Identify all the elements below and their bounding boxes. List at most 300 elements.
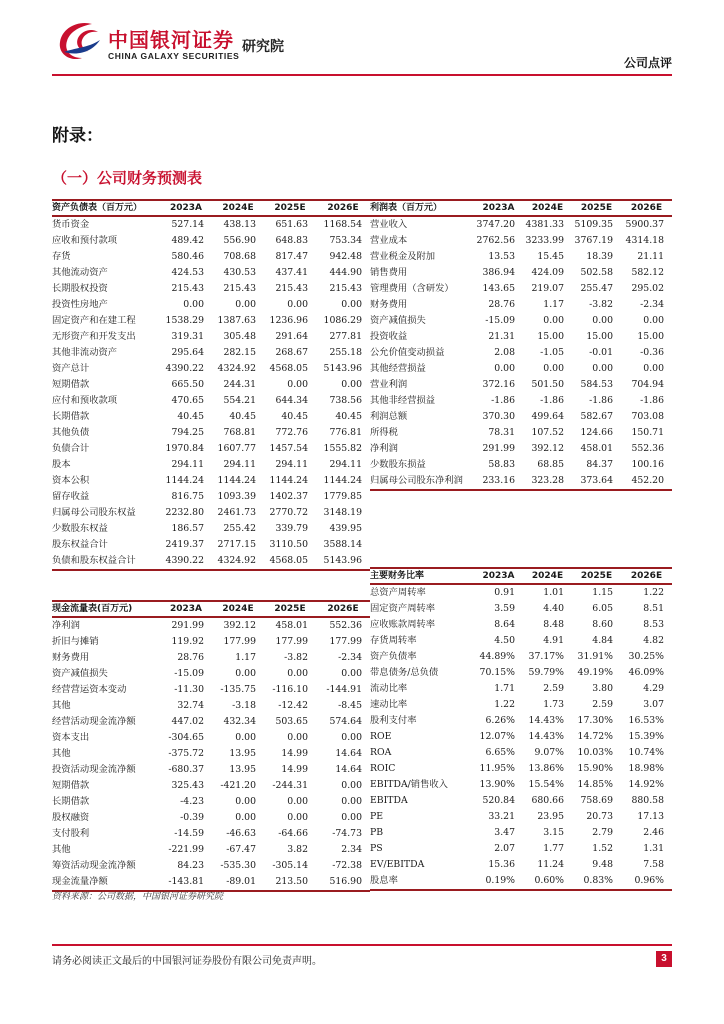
value-cell: -15.09 xyxy=(485,315,515,326)
table-row xyxy=(52,858,370,874)
value-cell: 339.79 xyxy=(275,523,308,534)
value-cell: 470.65 xyxy=(171,395,204,406)
table-row xyxy=(370,841,672,857)
value-cell: 6.65% xyxy=(485,747,515,758)
year-header-cell: 2024E xyxy=(523,568,572,584)
row-label-cell: 存货 xyxy=(52,251,71,262)
row-label-cell: 资本公积 xyxy=(52,475,90,486)
report-type-label: 公司点评 xyxy=(623,56,672,70)
table-row xyxy=(370,297,672,313)
table-title-cell: 资产负债表（百万元） xyxy=(52,200,160,216)
row-label-cell: 资产减值损失 xyxy=(370,315,426,326)
value-cell: 8.53 xyxy=(643,619,664,630)
row-label-cell: 股权融资 xyxy=(52,812,90,823)
value-cell: 30.25% xyxy=(628,651,664,662)
value-cell: 584.53 xyxy=(580,379,613,390)
year-header-cell: 2026E xyxy=(621,200,672,216)
value-cell: 1093.39 xyxy=(217,491,256,502)
value-cell: 1.22 xyxy=(643,587,664,598)
value-cell: 424.53 xyxy=(171,267,204,278)
value-cell: 15.39% xyxy=(628,731,664,742)
value-cell: 13.95 xyxy=(229,748,256,759)
value-cell: 3148.19 xyxy=(323,507,362,518)
value-cell: 2.08 xyxy=(494,347,515,358)
row-label-cell: EBITDA/销售收入 xyxy=(370,779,448,790)
value-cell: 1.01 xyxy=(543,587,564,598)
value-cell: -4.23 xyxy=(180,796,204,807)
value-cell: 255.47 xyxy=(580,283,613,294)
value-cell: 556.90 xyxy=(223,235,256,246)
row-label-cell: 现金流量净额 xyxy=(52,874,160,891)
value-cell: 3110.50 xyxy=(269,539,308,550)
value-cell: 768.81 xyxy=(223,427,256,438)
row-label-cell: 财务费用 xyxy=(52,652,90,663)
table-row xyxy=(52,617,370,634)
row-label-cell: 其他负债 xyxy=(52,427,90,438)
table-row xyxy=(370,745,672,761)
table-row xyxy=(52,826,370,842)
row-label-cell: 应收账款周转率 xyxy=(370,619,436,630)
table-row xyxy=(370,825,672,841)
row-label-cell: 负债合计 xyxy=(52,443,90,454)
row-label-cell: 营业成本 xyxy=(370,235,408,246)
value-cell: 68.85 xyxy=(537,459,564,470)
value-cell: 15.00 xyxy=(637,331,664,342)
value-cell: 10.74% xyxy=(628,747,664,758)
value-cell: 794.25 xyxy=(171,427,204,438)
value-cell: -67.47 xyxy=(226,844,256,855)
value-cell: 4.82 xyxy=(643,635,664,646)
value-cell: 15.36 xyxy=(488,859,515,870)
value-cell: 5109.35 xyxy=(574,219,613,230)
year-header-cell: 2023A xyxy=(474,200,523,216)
row-label-cell: 筹资活动现金流净额 xyxy=(52,860,136,871)
value-cell: 3.80 xyxy=(592,683,613,694)
row-label-cell: 所得税 xyxy=(370,427,398,438)
value-cell: 665.50 xyxy=(171,379,204,390)
year-header-cell: 2025E xyxy=(572,200,621,216)
value-cell: -3.82 xyxy=(589,299,613,310)
value-cell: 15.90% xyxy=(577,763,613,774)
table-row xyxy=(52,810,370,826)
value-cell: 0.00 xyxy=(341,780,362,791)
row-label-cell: ROA xyxy=(370,747,392,758)
value-cell: 704.94 xyxy=(631,379,664,390)
value-cell: 28.76 xyxy=(488,299,515,310)
row-label-cell: 带息债务/总负债 xyxy=(370,667,439,678)
value-cell: -305.14 xyxy=(272,860,308,871)
value-cell: 219.07 xyxy=(531,283,564,294)
table-row xyxy=(52,361,370,377)
value-cell: 430.53 xyxy=(223,267,256,278)
appendix-title: 附录： xyxy=(52,126,103,146)
row-label-cell: 长期借款 xyxy=(52,796,90,807)
table-row xyxy=(52,537,370,553)
value-cell: 1.15 xyxy=(592,587,613,598)
value-cell: 37.17% xyxy=(528,651,564,662)
year-header-cell: 2023A xyxy=(474,568,523,584)
value-cell: 233.16 xyxy=(474,473,523,490)
row-label-cell: 管理费用（含研发） xyxy=(370,283,454,294)
value-cell: 0.00 xyxy=(287,299,308,310)
value-cell: -143.81 xyxy=(160,874,212,891)
value-cell: -221.99 xyxy=(168,844,204,855)
value-cell: 1144.24 xyxy=(217,475,256,486)
value-cell: 294.11 xyxy=(329,459,362,470)
value-cell: 291.99 xyxy=(171,620,204,631)
year-header-cell: 2025E xyxy=(264,601,316,617)
value-cell: 424.09 xyxy=(531,267,564,278)
table-row xyxy=(52,216,370,233)
cash-flow-table xyxy=(52,600,370,892)
value-cell: 1144.24 xyxy=(269,475,308,486)
row-label-cell: 固定资产周转率 xyxy=(370,603,436,614)
value-cell: 32.74 xyxy=(177,700,204,711)
value-cell: 17.30% xyxy=(577,715,613,726)
section-title: （一）公司财务预测表 xyxy=(52,169,203,187)
year-header-cell: 2025E xyxy=(264,200,316,216)
table-row xyxy=(370,329,672,345)
value-cell: 124.66 xyxy=(580,427,613,438)
value-cell: 319.31 xyxy=(171,331,204,342)
value-cell: -680.37 xyxy=(168,764,204,775)
year-header-cell: 2024E xyxy=(212,200,264,216)
row-label-cell: 少数股东权益 xyxy=(52,523,108,534)
row-label-cell: 资产负债率 xyxy=(370,651,417,662)
row-label-cell: 速动比率 xyxy=(370,699,408,710)
value-cell: 215.43 xyxy=(171,283,204,294)
table-row xyxy=(52,650,370,666)
value-cell: -72.38 xyxy=(332,860,362,871)
value-cell: 0.00 xyxy=(592,363,613,374)
value-cell: 1.71 xyxy=(494,683,515,694)
value-cell: 580.46 xyxy=(171,251,204,262)
brand-name-en: CHINA GALAXY SECURITIES xyxy=(108,51,240,61)
value-cell: 644.34 xyxy=(275,395,308,406)
value-cell: 40.45 xyxy=(281,411,308,422)
row-label-cell: 短期借款 xyxy=(52,780,90,791)
table-row xyxy=(370,777,672,793)
row-label-cell: 资产减值损失 xyxy=(52,668,108,679)
value-cell: 1387.63 xyxy=(217,315,256,326)
value-cell: 0.00 xyxy=(543,315,564,326)
value-cell: 8.64 xyxy=(494,619,515,630)
value-cell: 0.96% xyxy=(621,873,672,890)
value-cell: -304.65 xyxy=(168,732,204,743)
financial-ratios-table xyxy=(370,567,672,891)
table-row xyxy=(52,714,370,730)
row-label-cell: 归属母公司股东权益 xyxy=(52,507,136,518)
value-cell: 502.58 xyxy=(580,267,613,278)
year-header-cell: 2026E xyxy=(621,568,672,584)
value-cell: 14.43% xyxy=(528,731,564,742)
row-label-cell: 无形资产和开发支出 xyxy=(52,331,136,342)
row-label-cell: 销售费用 xyxy=(370,267,408,278)
value-cell: 552.36 xyxy=(631,443,664,454)
table-row xyxy=(52,634,370,650)
value-cell: 499.64 xyxy=(531,411,564,422)
value-cell: 143.65 xyxy=(482,283,515,294)
value-cell: 438.13 xyxy=(223,219,256,230)
value-cell: 150.71 xyxy=(631,427,664,438)
value-cell: 0.00 xyxy=(643,363,664,374)
table-row xyxy=(52,313,370,329)
value-cell: 501.50 xyxy=(531,379,564,390)
table-row xyxy=(370,249,672,265)
value-cell: 703.08 xyxy=(631,411,664,422)
value-cell: 40.45 xyxy=(177,411,204,422)
value-cell: 14.72% xyxy=(577,731,613,742)
value-cell: -1.86 xyxy=(640,395,664,406)
row-label-cell: 营业利润 xyxy=(370,379,408,390)
value-cell: -11.30 xyxy=(174,684,204,695)
value-cell: 177.99 xyxy=(275,636,308,647)
value-cell: 255.42 xyxy=(223,523,256,534)
table-row xyxy=(370,601,672,617)
row-label-cell: 投资性房地产 xyxy=(52,299,108,310)
row-label-cell: PB xyxy=(370,827,384,838)
value-cell: 215.43 xyxy=(329,283,362,294)
value-cell: 14.43% xyxy=(528,715,564,726)
value-cell: 0.00 xyxy=(543,363,564,374)
value-cell: 1538.29 xyxy=(165,315,204,326)
row-label-cell: 折旧与摊销 xyxy=(52,636,99,647)
table-row xyxy=(370,409,672,425)
value-cell: 4324.92 xyxy=(212,553,264,570)
value-cell: 489.42 xyxy=(171,235,204,246)
table-row xyxy=(52,281,370,297)
row-label-cell: 少数股东损益 xyxy=(370,459,426,470)
value-cell: 2.07 xyxy=(494,843,515,854)
table-row xyxy=(370,681,672,697)
year-header-cell: 2023A xyxy=(160,200,212,216)
value-cell: 4.91 xyxy=(543,635,564,646)
value-cell: 392.12 xyxy=(531,443,564,454)
value-cell: 3588.14 xyxy=(323,539,362,550)
value-cell: 40.45 xyxy=(335,411,362,422)
value-cell: 2.34 xyxy=(341,844,362,855)
row-label-cell: 长期股权投资 xyxy=(52,283,108,294)
table-row xyxy=(52,778,370,794)
table-row xyxy=(370,697,672,713)
value-cell: -12.42 xyxy=(278,700,308,711)
value-cell: 8.48 xyxy=(543,619,564,630)
value-cell: 1402.37 xyxy=(269,491,308,502)
value-cell: 776.81 xyxy=(329,427,362,438)
value-cell: 447.02 xyxy=(171,716,204,727)
value-cell: 0.00 xyxy=(235,812,256,823)
table-row xyxy=(370,313,672,329)
year-header-cell: 2024E xyxy=(523,200,572,216)
table-row xyxy=(52,425,370,441)
table-row xyxy=(370,857,672,873)
value-cell: 305.48 xyxy=(223,331,256,342)
row-label-cell: 经营营运资本变动 xyxy=(52,684,127,695)
value-cell: 13.86% xyxy=(528,763,564,774)
table-row xyxy=(52,297,370,313)
value-cell: 452.20 xyxy=(621,473,672,490)
value-cell: 0.00 xyxy=(287,796,308,807)
value-cell: 44.89% xyxy=(479,651,515,662)
value-cell: 11.24 xyxy=(537,859,564,870)
value-cell: -1.86 xyxy=(540,395,564,406)
year-header-cell: 2026E xyxy=(316,200,370,216)
balance-sheet-table xyxy=(52,199,370,571)
table-row xyxy=(370,377,672,393)
value-cell: 392.12 xyxy=(223,620,256,631)
value-cell: 574.64 xyxy=(329,716,362,727)
table-row xyxy=(370,761,672,777)
value-cell: -64.66 xyxy=(278,828,308,839)
value-cell: -1.05 xyxy=(540,347,564,358)
row-label-cell: PE xyxy=(370,811,384,822)
table-row xyxy=(52,457,370,473)
table-header-row xyxy=(52,200,370,216)
row-label-cell: 支付股利 xyxy=(52,828,90,839)
value-cell: 9.07% xyxy=(534,747,564,758)
value-cell: 215.43 xyxy=(275,283,308,294)
value-cell: 0.00 xyxy=(341,668,362,679)
value-cell: 15.45 xyxy=(537,251,564,262)
value-cell: 119.92 xyxy=(171,636,204,647)
value-cell: 58.83 xyxy=(488,459,515,470)
value-cell: 1236.96 xyxy=(269,315,308,326)
value-cell: 503.65 xyxy=(275,716,308,727)
row-label-cell: 资产总计 xyxy=(52,363,90,374)
value-cell: 2.59 xyxy=(543,683,564,694)
row-label-cell: EBITDA xyxy=(370,795,408,806)
table-row xyxy=(370,649,672,665)
value-cell: 1555.82 xyxy=(323,443,362,454)
value-cell: 1144.24 xyxy=(323,475,362,486)
value-cell: 78.31 xyxy=(488,427,515,438)
value-cell: 0.00 xyxy=(235,299,256,310)
value-cell: 13.95 xyxy=(229,764,256,775)
value-cell: 2232.80 xyxy=(165,507,204,518)
table-row xyxy=(52,265,370,281)
value-cell: 70.15% xyxy=(479,667,515,678)
value-cell: 520.84 xyxy=(482,795,515,806)
value-cell: -144.91 xyxy=(326,684,362,695)
value-cell: 0.91 xyxy=(494,587,515,598)
value-cell: 0.60% xyxy=(523,873,572,890)
value-cell: 554.21 xyxy=(223,395,256,406)
galaxy-logo-icon xyxy=(52,18,104,64)
row-label-cell: 其他非经营损益 xyxy=(370,395,436,406)
table-row xyxy=(52,505,370,521)
value-cell: 21.31 xyxy=(488,331,515,342)
value-cell: 516.90 xyxy=(316,874,370,891)
value-cell: 2461.73 xyxy=(217,507,256,518)
value-cell: 753.34 xyxy=(329,235,362,246)
value-cell: 880.58 xyxy=(631,795,664,806)
value-cell: 295.64 xyxy=(171,347,204,358)
value-cell: 582.12 xyxy=(631,267,664,278)
value-cell: 3233.99 xyxy=(525,235,564,246)
value-cell: 1.73 xyxy=(543,699,564,710)
value-cell: 14.99 xyxy=(281,748,308,759)
table-row xyxy=(370,729,672,745)
row-label-cell: 营业税金及附加 xyxy=(370,251,436,262)
table-row xyxy=(52,521,370,537)
value-cell: 648.83 xyxy=(275,235,308,246)
value-cell: 4390.22 xyxy=(160,553,212,570)
value-cell: 13.90% xyxy=(479,779,515,790)
row-label-cell: 投资收益 xyxy=(370,331,408,342)
value-cell: 5143.96 xyxy=(323,363,362,374)
value-cell: 1457.54 xyxy=(269,443,308,454)
value-cell: 0.00 xyxy=(341,812,362,823)
row-label-cell: 负债和股东权益合计 xyxy=(52,553,160,570)
value-cell: 0.00 xyxy=(341,796,362,807)
value-cell: 14.64 xyxy=(335,748,362,759)
row-label-cell: 股息率 xyxy=(370,873,474,890)
value-cell: 680.66 xyxy=(531,795,564,806)
value-cell: 372.16 xyxy=(482,379,515,390)
value-cell: 4314.18 xyxy=(625,235,664,246)
table-row xyxy=(370,713,672,729)
row-label-cell: 应付和预收款项 xyxy=(52,395,118,406)
table-row xyxy=(370,809,672,825)
value-cell: 444.90 xyxy=(329,267,362,278)
table-row xyxy=(52,473,370,489)
value-cell: 437.41 xyxy=(275,267,308,278)
table-row xyxy=(370,281,672,297)
value-cell: 28.76 xyxy=(177,652,204,663)
table-row xyxy=(370,584,672,601)
row-label-cell: 净利润 xyxy=(52,620,80,631)
value-cell: 15.00 xyxy=(586,331,613,342)
table-row xyxy=(370,793,672,809)
value-cell: 0.00 xyxy=(341,379,362,390)
table-row xyxy=(370,873,672,890)
value-cell: 9.48 xyxy=(592,859,613,870)
row-label-cell: 股利支付率 xyxy=(370,715,417,726)
value-cell: 942.48 xyxy=(329,251,362,262)
value-cell: 59.79% xyxy=(528,667,564,678)
value-cell: -421.20 xyxy=(220,780,256,791)
value-cell: -535.30 xyxy=(220,860,256,871)
table-header-row xyxy=(52,601,370,617)
row-label-cell: 其他经营损益 xyxy=(370,363,426,374)
table-row xyxy=(370,233,672,249)
value-cell: 4381.33 xyxy=(525,219,564,230)
year-header-cell: 2024E xyxy=(212,601,264,617)
value-cell: 3747.20 xyxy=(476,219,515,230)
table-row xyxy=(370,393,672,409)
value-cell: 268.67 xyxy=(275,347,308,358)
value-cell: 0.00 xyxy=(341,299,362,310)
value-cell: 4.50 xyxy=(494,635,515,646)
row-label-cell: 其他 xyxy=(52,748,71,759)
value-cell: 0.00 xyxy=(287,668,308,679)
value-cell: 1.77 xyxy=(543,843,564,854)
value-cell: 816.75 xyxy=(171,491,204,502)
income-statement-table xyxy=(370,199,672,491)
row-label-cell: 公允价值变动损益 xyxy=(370,347,445,358)
value-cell: 282.15 xyxy=(223,347,256,358)
value-cell: 2770.72 xyxy=(269,507,308,518)
value-cell: 177.99 xyxy=(223,636,256,647)
row-label-cell: 财务费用 xyxy=(370,299,408,310)
value-cell: 458.01 xyxy=(275,620,308,631)
value-cell: 84.37 xyxy=(586,459,613,470)
value-cell: -0.39 xyxy=(180,812,204,823)
value-cell: 0.00 xyxy=(341,732,362,743)
value-cell: 49.19% xyxy=(577,667,613,678)
value-cell: 13.53 xyxy=(488,251,515,262)
row-label-cell: 其他 xyxy=(52,844,71,855)
